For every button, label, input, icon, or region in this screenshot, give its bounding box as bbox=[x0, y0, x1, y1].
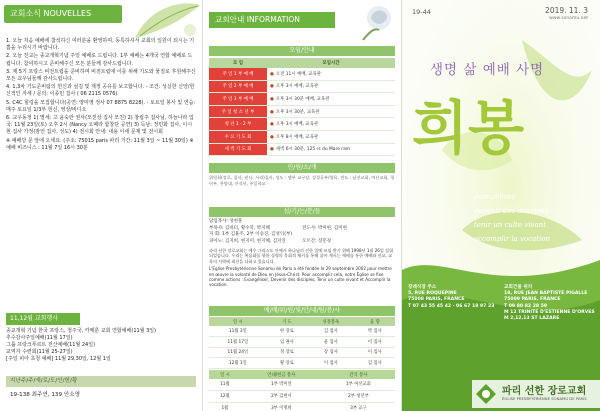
schedule-time: ● 오후 3시 30분 예배, 교육관 bbox=[267, 93, 395, 106]
church-name: 파리 선한 장로교회 bbox=[502, 386, 587, 397]
staff-cell: 부목사: 김바터, 황수학, 박지혜 bbox=[209, 225, 270, 231]
org-title: 인/원/소/개 bbox=[209, 163, 395, 173]
address-line: 18, RUE JEAN BAPTISTE PIGALLE bbox=[504, 291, 588, 297]
table-row bbox=[209, 390, 395, 402]
staff-cell: 피아노: 김지희, 현지미, 현지혜, 김지연 bbox=[209, 238, 286, 244]
schedule-time-text: 오후 3시 30분, 교육관 bbox=[275, 109, 320, 115]
duty-title: 예/배/위/원/및/안/내/팀/봉/사 bbox=[209, 306, 395, 316]
schedule-time: ● 오후 8시 예배, 교육관 bbox=[267, 130, 395, 143]
news-item: 6. 교우동정 1) 별세: 고 윤숙란 권사(모친상 집사 모친) 2) 창립주 집사님, 하늘나라 입국: 11월 23일(토) 오후 2시 (Nancy 오페라 합창단 공연) 3) 득남: 정민화 집사, 이시현 집사 가정(잠언 집사, 성도) 4) 전시회 안내: 내용 이세 문제 및 전시회 bbox=[6, 115, 194, 136]
info-panel bbox=[203, 0, 402, 411]
motto-list bbox=[474, 190, 594, 246]
church-name-fr: ÉGLISE PRESBYTÉRIENNE SONAMU DE PARIS bbox=[502, 396, 587, 401]
duty-cell: 임 권사 bbox=[267, 336, 307, 347]
duty-cell: 11월 17일 bbox=[209, 336, 267, 347]
info-header: 교회안내 INFORMATION bbox=[209, 12, 335, 28]
table-row bbox=[209, 336, 395, 347]
duty-head: 일 시 bbox=[209, 317, 267, 326]
leaf-illustration bbox=[130, 0, 202, 40]
event-item: 종교개혁 기념 한국 프랑스, 청주국, 카메룬 교회 연합예배(11월 3일) bbox=[6, 328, 157, 334]
address-line: T 09 80 82 28 59 bbox=[504, 303, 548, 309]
schedule-name: 청 년 1 · 2 부 bbox=[209, 118, 267, 131]
schedule-time: ● 오후 3시 30분, 교육관 bbox=[267, 105, 395, 118]
schedule-name: 주 일 2 부 예 배 bbox=[209, 80, 267, 93]
address-line: 75009 PARIS, FRANCE bbox=[504, 297, 561, 303]
schedule-name: 수 요 기 도 회 bbox=[209, 130, 267, 143]
table-row bbox=[209, 105, 395, 118]
motto-line: devenir des disciples bbox=[474, 207, 549, 215]
intro-french: L'Eglise Presbytérienne Sonamu de Paris a été fondée le 29 septembre 2002 pour mettre en œuvre la volonté de Dieu en Jésus-Christ. Pour accomplir cela, notre Église se fixe comme actions : Evangéliser, Devenir des disciples, Tenir un culte vivant et Accomplir la vocation. bbox=[209, 266, 392, 288]
org-body: 위원회(장로, 집사, 권사, 서리)집사, 성도 : 엠부 교구장, 성경공부/양육, 전도 : 남선교회, 여선교회, 청년부, 찬양대, 안식년, 주일학교 bbox=[209, 175, 395, 186]
table-row bbox=[209, 347, 395, 358]
address-1 bbox=[408, 285, 494, 310]
address-2 bbox=[504, 285, 595, 322]
schedule-name: 주 일 3 부 예 배 bbox=[209, 93, 267, 106]
schedule-time-text: 오후 3시 예배, 교육관 bbox=[275, 122, 319, 128]
church-intro bbox=[209, 248, 395, 288]
motto-line: tenir un culte vivant bbox=[474, 221, 547, 229]
issue-date: 2019. 11. 3 bbox=[545, 6, 588, 15]
duty2-cell: 3부 이명희 bbox=[241, 402, 322, 411]
website: www.sonamu.net bbox=[549, 16, 588, 21]
duty2-table bbox=[209, 370, 395, 411]
intro-korean: 파리 선한 장로교회는 예수 그리스도 안에서 하나님의 선한 일에 쓰임 받기 위해 1998년 1월 26일 설립되었습니다. 우리는 복음화를 향한 성령의 목회적 체키를 통해 살아 계시는 예배를 통한 예배와 선교, 교육의 사역에 최선을 다하고 있습니다. bbox=[209, 248, 394, 264]
table-row bbox=[209, 326, 395, 336]
schedule-name: 새 벽 기 도 회 bbox=[209, 143, 267, 156]
duty2-cell: 2부 청년부 bbox=[322, 390, 395, 402]
news-item: 3. 제 5기 프랑스 비전트립을 준비하며 비전트립에 이를 위해 기도와 물질로 후원해주신 모든 교우님들께 감사드립니다. bbox=[6, 68, 196, 83]
table-row bbox=[209, 118, 395, 131]
staff-cell: 오르간: 장문경 bbox=[302, 238, 332, 244]
duty2-cell: 1부 여선교회 bbox=[322, 379, 395, 390]
duty-cell: 장 집사 bbox=[307, 347, 354, 358]
duty2-cell: 3부 교구 bbox=[322, 402, 395, 411]
visitors-body: 19-138 최주연, 139 안소영 bbox=[10, 392, 81, 398]
event-item: [주일 피아 초청 예배] 11월 29,30일, 12월 1일 bbox=[6, 356, 111, 362]
duty-cell: 박 집사 bbox=[355, 326, 395, 336]
duty-cell: 정 장로 bbox=[267, 347, 307, 358]
duty-table bbox=[209, 317, 395, 369]
table-row bbox=[209, 358, 395, 369]
visitors-title: 지난주/주/새/로/도/인/헌/황 bbox=[6, 376, 196, 387]
schedule-title: 모임/안내 bbox=[209, 46, 395, 56]
duty-cell: 이 집사 bbox=[355, 347, 395, 358]
staff-cell: 지 회: 1부 김용주, 2부 이승진, 김성익(부) bbox=[209, 232, 293, 237]
schedule-time-text: 오후 3시 예배, 교육관 bbox=[275, 84, 319, 90]
duty2-head: 일 시 bbox=[209, 370, 241, 379]
duty-head: 기 도 bbox=[267, 317, 307, 326]
address-line: 75008 PARIS, FRANCE bbox=[408, 297, 465, 303]
schedule-name: 주 일 청 소 년 부 bbox=[209, 105, 267, 118]
duty-cell: 김 집사 bbox=[307, 326, 354, 336]
events-list bbox=[6, 328, 196, 363]
duty-cell: 11월 3일 bbox=[209, 326, 267, 336]
duty-cell: 11월 24일 bbox=[209, 347, 267, 358]
table-row bbox=[209, 93, 395, 106]
duty-cell: 김 집사 bbox=[355, 358, 395, 369]
schedule-head: 모임시간 bbox=[267, 58, 395, 68]
duty2-cell: 1부 박미연 bbox=[241, 379, 322, 390]
schedule-time: ● 오후 3시 예배, 교육관 bbox=[267, 118, 395, 131]
event-item: 추수감사주일예배(11월 17일) bbox=[6, 335, 73, 341]
staff-row bbox=[209, 239, 395, 246]
cover-subtitle: 생명 삶 예배 사명 bbox=[430, 62, 545, 78]
duty2-cell: 2부 김현서 bbox=[241, 390, 322, 402]
cover-panel bbox=[402, 0, 600, 411]
duty-head: 음 향 bbox=[355, 317, 395, 326]
staff-title: 섬/기/는/분/들 bbox=[209, 207, 395, 217]
schedule-time-text: 오전 11시 예배, 교육관 bbox=[275, 71, 321, 77]
schedule-time: ● 새벽 6시 30분, 125 rs du Mare ram bbox=[267, 143, 395, 156]
address-line: 장례식장 주소 bbox=[408, 285, 437, 290]
schedule-table bbox=[209, 58, 395, 156]
news-item: 1. 오늘 처음 예배에 참석하신 여러분을 환영하며, 동특하셔서 교회의 일원이 되시는 기쁨을 누리시기 바랍니다. bbox=[6, 38, 195, 52]
duty-cell: 이 집사 bbox=[307, 358, 354, 369]
duty-head: 성경봉독 bbox=[307, 317, 354, 326]
address-line: T 07 43 55 45 42 · 06 67 18 97 23 bbox=[408, 303, 495, 309]
schedule-name: 주 일 1 부 예 배 bbox=[209, 68, 267, 80]
rose-illustration bbox=[353, 0, 401, 44]
duty2-cell: 1월 bbox=[209, 402, 241, 411]
staff-cell: 담임목사: 성현훈 bbox=[209, 219, 243, 224]
duty-cell: 윤 집사 bbox=[307, 336, 354, 347]
table-row bbox=[209, 80, 395, 93]
duty-cell: 한 장로 bbox=[267, 326, 307, 336]
news-item: 4. 1,3차 기도준비팀의 헌신과 섬김 및 재정 공유를 보고합니다. - 조건: 성실한 신앙/헌신적인 자세 / 문의: 이종민 집사 ( 06 2115 0576) bbox=[6, 84, 195, 98]
duty-cell: 이 집사 bbox=[355, 336, 395, 347]
schedule-time-text: 오후 3시 30분 예배, 교육관 bbox=[275, 96, 330, 102]
table-row bbox=[209, 402, 395, 411]
event-item: 그룹 프랑크푸르트 전산예배(11월 24일) bbox=[6, 342, 96, 348]
staff-cell: 전도사: 박미현, 김미현 bbox=[302, 225, 347, 231]
schedule-time-text: 새벽 6시 30분, 125 rs du Mare ram bbox=[275, 147, 351, 153]
address-line: 5, RUE ROQUEPINE bbox=[408, 291, 457, 297]
issue-number: 19-44 bbox=[412, 8, 431, 16]
news-item: 2. 오늘 친교는 종교개혁기념 주일 예배로 드립니다. 1부 예배는 4개국 연합 예배로 드립니다. 참여하시고 준비해주신 모든 분들께 감사드립니다. bbox=[6, 53, 193, 67]
schedule-time-text: 오후 8시 예배, 교육관 bbox=[275, 134, 319, 140]
news-header: 교회소식 NOUVELLES bbox=[4, 5, 122, 23]
news-panel bbox=[0, 0, 203, 411]
cover-title: 희봉 bbox=[412, 94, 525, 162]
schedule-time: ● 오후 3시 예배, 교육관 bbox=[267, 80, 395, 93]
motto-line: accomplir la vocation bbox=[474, 235, 551, 243]
table-row bbox=[209, 379, 395, 390]
table-row bbox=[209, 130, 395, 143]
staff-list bbox=[209, 219, 395, 245]
schedule-time: ● 오전 11시 예배, 교육관 bbox=[267, 68, 395, 80]
duty-cell: 12월 1일 bbox=[209, 358, 267, 369]
news-item: ※ 예배당 문 앞에 오세요: (주소: 75015 paris 파리 기간: 11월 3일 ~ 11월 30일) ※ 예배 비즈니스 : 11월 7일 16시 30분 bbox=[6, 137, 194, 151]
duty-cell: 황 장로 bbox=[267, 358, 307, 369]
table-row bbox=[209, 143, 395, 156]
duty2-head: 간식 봉사 bbox=[322, 370, 395, 379]
address-line: M 2,12,13 ST LAZARE bbox=[504, 316, 560, 322]
duty2-cell: 12월 bbox=[209, 390, 241, 402]
events-title: 11,12월 교회행사 bbox=[6, 313, 80, 325]
table-row bbox=[209, 68, 395, 80]
motto-line: évangéliser bbox=[474, 193, 515, 201]
schedule-head: 모 임 bbox=[209, 58, 267, 68]
address-line: 교회건물 위치 bbox=[504, 285, 533, 290]
news-item: 5. C4C 힐링을 모집합니다(공연: 양미영 정사 07 8875 8228). - 토요일 봉사 및 연습: 매주 토요일 1/3부 헌신, 영상/비디오 bbox=[6, 99, 196, 113]
duty2-cell: 11월 bbox=[209, 379, 241, 390]
duty2-head: 안내/헌금 봉사 bbox=[241, 370, 322, 379]
address-line: M 12 TRINITE D'ESTIENNE D'ORVES bbox=[504, 309, 595, 315]
news-list bbox=[6, 38, 196, 153]
event-item: 교역자 수련회(11월 25-27일) bbox=[6, 349, 73, 355]
